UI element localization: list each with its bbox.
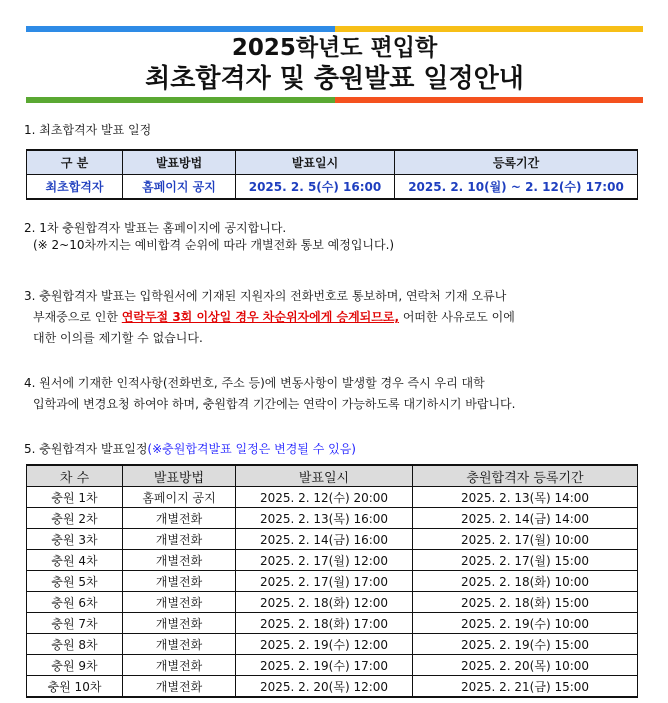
table-row <box>27 487 638 508</box>
table-row <box>27 571 638 592</box>
section2-line2: (※ 2~10차까지는 예비합격 순위에 따라 개별전화 통보 예정입니다.) <box>33 238 395 252</box>
table-cell: 충원 2차 <box>27 508 123 529</box>
section3 <box>24 286 515 349</box>
table-cell: 개별전화 <box>123 613 236 634</box>
table-row <box>27 613 638 634</box>
table-cell: 홈페이지 공지 <box>123 487 236 508</box>
table-cell: 충원 1차 <box>27 487 123 508</box>
initial-admission-table <box>26 149 638 200</box>
table-cell: 개별전화 <box>123 571 236 592</box>
title-line-1: 2025학년도 편입학 <box>231 35 438 61</box>
table-row <box>27 550 638 571</box>
section3-line3: 대한 이의를 제기할 수 없습니다. <box>33 331 203 345</box>
table-header-row <box>27 465 638 487</box>
table-cell: 최초합격자 <box>27 175 123 200</box>
section5-heading-line <box>24 441 356 458</box>
section3-line2 <box>24 307 515 328</box>
table-cell: 개별전화 <box>123 550 236 571</box>
title-line-2: 최초합격자 및 충원발표 일정안내 <box>145 64 524 94</box>
section1-heading: 1. 최초합격자 발표 일정 <box>24 123 152 137</box>
table-cell: 2025. 2. 19(수) 12:00 <box>236 634 413 655</box>
table-cell: 개별전화 <box>123 529 236 550</box>
table-cell: 2025. 2. 19(수) 10:00 <box>413 613 638 634</box>
section3-line2-pre: 부재중으로 인한 <box>33 310 122 324</box>
table-row <box>27 676 638 698</box>
table-cell: 2025. 2. 18(화) 15:00 <box>413 592 638 613</box>
table-cell: 충원 6차 <box>27 592 123 613</box>
table-cell: 2025. 2. 19(수) 17:00 <box>236 655 413 676</box>
table-cell: 개별전화 <box>123 508 236 529</box>
table-cell: 2025. 2. 12(수) 20:00 <box>236 487 413 508</box>
table-cell: 2025. 2. 14(금) 16:00 <box>236 529 413 550</box>
table-cell: 2025. 2. 18(화) 12:00 <box>236 592 413 613</box>
title-banner <box>26 26 643 104</box>
table-row <box>27 529 638 550</box>
section5-heading: 5. 충원합격자 발표일정 <box>24 442 148 456</box>
table-cell: 2025. 2. 10(월) ~ 2. 12(수) 17:00 <box>395 175 638 200</box>
title-bottom-bar <box>26 97 643 103</box>
table-cell: 홈페이지 공지 <box>123 175 236 200</box>
table-cell: 충원 3차 <box>27 529 123 550</box>
header-cell: 발표방법 <box>123 150 236 175</box>
table-cell: 개별전화 <box>123 676 236 698</box>
table-cell: 2025. 2. 21(금) 15:00 <box>413 676 638 698</box>
table-cell: 충원 5차 <box>27 571 123 592</box>
table-cell: 2025. 2. 13(목) 14:00 <box>413 487 638 508</box>
table-cell: 2025. 2. 17(월) 10:00 <box>413 529 638 550</box>
section2-line1: 2. 1차 충원합격자 발표는 홈페이지에 공지합니다. <box>24 221 287 235</box>
section4 <box>24 373 515 415</box>
table-cell: 2025. 2. 14(금) 14:00 <box>413 508 638 529</box>
bar-green-segment <box>26 97 335 103</box>
section4-line1: 4. 원서에 기재한 인적사항(전화번호, 주소 등)에 변동사항이 발생할 경우 즉시 우리 대학 <box>24 376 485 390</box>
title-top-bar <box>26 26 643 32</box>
header-cell: 차 수 <box>27 465 123 487</box>
section5-note: (※충원합격발표 일정은 변경될 수 있음) <box>147 442 356 456</box>
bar-blue-segment <box>26 26 335 32</box>
table-header-row <box>27 150 638 175</box>
section3-line1: 3. 충원합격자 발표는 입학원서에 기재된 지원자의 전화번호로 통보하며, 연락처 기재 오류나 <box>24 289 507 303</box>
section3-warning-text: 연락두절 3회 이상일 경우 차순위자에게 승계되므로, <box>121 310 400 324</box>
table-cell: 2025. 2. 17(월) 17:00 <box>236 571 413 592</box>
section2 <box>24 220 394 254</box>
section4-line2: 입학과에 변경요청 하여야 하며, 충원합격 기간에는 연락이 가능하도록 대기하시기 바랍니다. <box>33 397 516 411</box>
table-cell: 충원 7차 <box>27 613 123 634</box>
table-cell: 2025. 2. 18(화) 17:00 <box>236 613 413 634</box>
table-row <box>27 508 638 529</box>
table-cell: 2025. 2. 17(월) 15:00 <box>413 550 638 571</box>
table-cell: 2025. 2. 17(월) 12:00 <box>236 550 413 571</box>
additional-admission-schedule-table <box>26 464 638 698</box>
table-cell: 2025. 2. 5(수) 16:00 <box>236 175 395 200</box>
table-cell: 개별전화 <box>123 592 236 613</box>
table-cell: 2025. 2. 18(화) 10:00 <box>413 571 638 592</box>
bar-orange-segment <box>335 97 644 103</box>
table-cell: 충원 4차 <box>27 550 123 571</box>
table-cell: 2025. 2. 20(목) 12:00 <box>236 676 413 698</box>
table-cell: 2025. 2. 19(수) 15:00 <box>413 634 638 655</box>
table-cell: 충원 8차 <box>27 634 123 655</box>
table-cell: 충원 10차 <box>27 676 123 698</box>
table-cell: 충원 9차 <box>27 655 123 676</box>
section3-line2-post: 어떠한 사유로도 이에 <box>399 310 515 324</box>
table-row <box>27 655 638 676</box>
header-cell: 발표방법 <box>123 465 236 487</box>
bar-yellow-segment <box>335 26 644 32</box>
table-cell: 2025. 2. 13(목) 16:00 <box>236 508 413 529</box>
header-cell: 구 분 <box>27 150 123 175</box>
header-cell: 등록기간 <box>395 150 638 175</box>
table-cell: 개별전화 <box>123 655 236 676</box>
header-cell: 발표일시 <box>236 150 395 175</box>
table-cell: 2025. 2. 20(목) 10:00 <box>413 655 638 676</box>
header-cell: 발표일시 <box>236 465 413 487</box>
table-row <box>27 634 638 655</box>
table-row <box>27 592 638 613</box>
table-cell: 개별전화 <box>123 634 236 655</box>
table-row <box>27 175 638 200</box>
header-cell: 충원합격자 등록기간 <box>413 465 638 487</box>
